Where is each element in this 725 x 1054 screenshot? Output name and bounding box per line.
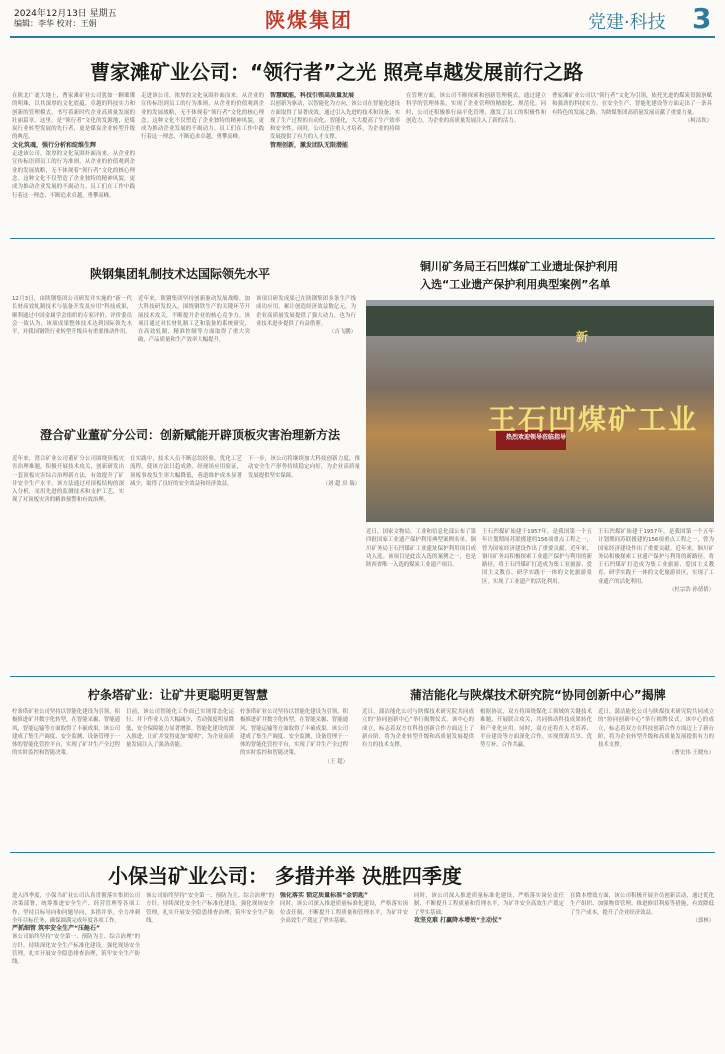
article5-text-1: 柠条塔矿业公司坚持以智能化建设为引领，积极推进矿井数字化转型，在智能采掘、智能通风、智能运输等方面取得了丰硕成果。该公司建成了集生产调度、安全监测、设备管理于一体的智能化管控平台，实现了矿井生产全过程的实时监控和智能决策。 bbox=[12, 709, 120, 757]
article7-text-2b: 该公司始终坚持“安全第一、预防为主、综合治理”的方针，持续深化安全生产标准化建设，强化现场安全管理，扎实开展安全隐患排查治理，筑牢安全生产防线。 bbox=[146, 893, 274, 924]
article3-col2 bbox=[482, 528, 592, 673]
article1-col4 bbox=[406, 92, 546, 234]
article2-col1 bbox=[12, 295, 132, 403]
article2-text-3: 该项目研发成果已在陕钢集团多条生产线成功应用，累计创造经济效益数亿元，为企业高质量发展提供了强大动力，也为行业技术进步提供了有益借鉴。 bbox=[256, 296, 356, 327]
article4-text-2: 在实践中，技术人员不断总结经验，优化工艺流程，使该方法日趋成熟。经现场应用验证，顶板事故发生率大幅降低，巷道维护成本显著减少，取得了良好的安全效益和经济效益。 bbox=[130, 456, 242, 487]
article6-byline: （曹宏伟 王晓东） bbox=[669, 750, 714, 757]
article1-col5 bbox=[552, 92, 712, 234]
article1-col3 bbox=[270, 92, 400, 234]
photo-sign-large: 王石凹煤矿工业 bbox=[488, 403, 699, 436]
page-number: 3 bbox=[692, 2, 712, 35]
section-name: 党建·科技 bbox=[588, 12, 666, 33]
article5-text-2: 目前，该公司智能化工作面已实现常态化运行，井下作业人员大幅减少，劳动强度明显降低，安全保障能力显著增强。智能化建设的深入推进，让矿井变得更加“聪明”，为企业高质量发展注入了强劲动能。 bbox=[126, 709, 234, 749]
article1-subhead-2: 智慧赋能，科技引领高质量发展 bbox=[270, 92, 355, 99]
article3-text-3: 王石凹煤矿始建于1957年，是我国第一个五年计划期间苏联援建的156项重点工程之一，曾为国家经济建设作出了重要贡献。近年来，铜川矿务局积极探索工业遗产保护与利用的新路径，将王石凹煤矿打造成为集工业旅游、爱国主义教育、研学实践于一体的文化旅游景区，实现了工业遗产的活化利用。 bbox=[598, 529, 714, 585]
article3-text-2: 王石凹煤矿始建于1957年，是我国第一个五年计划期间苏联援建的156项重点工程之一，曾为国家经济建设作出了重要贡献。近年来，铜川矿务局积极探索工业遗产保护与利用的新路径，将王石凹煤矿打造成为集工业旅游、爱国主义教育、研学实践于一体的文化旅游景区，实现了工业遗产的活化利用。 bbox=[482, 529, 592, 585]
headline-pujie: 蒲洁能化与陕煤技术研究院“协同创新中心”揭牌 bbox=[410, 688, 666, 702]
divider-2 bbox=[10, 676, 715, 677]
article1-text-4: 在管理方面，该公司不断探索和创新管理模式，通过建立科学的管理体系，实现了企业管理的精细化、规范化。同时，公司还积极推行扁平化管理，激发了员工的积极性和创造力，为企业的高质量发展注入了新的活力。 bbox=[406, 93, 546, 124]
article1-text-2: 走进该公司，浓厚的文化氛围扑面而来。从企业的宣传标语到员工的行为准则，从企业的价值观到企业的发展战略，无不体现着“领行者”文化的核心理念。这种文化不仅塑造了企业独特的精神风貌，更成为推动企业发展的不竭动力。员工们在工作中践行着这一理念，不断追求卓越，勇攀高峰。 bbox=[12, 151, 135, 199]
article5-text-3: 柠条塔矿业公司坚持以智能化建设为引领，积极推进矿井数字化转型，在智能采掘、智能通风、智能运输等方面取得了丰硕成果。该公司建成了集生产调度、安全监测、设备管理于一体的智能化管控平台，实现了矿井生产全过程的实时监控和智能决策。 bbox=[240, 709, 348, 757]
article7-text-3b: 同时，该公司深入推进质量标准化建设，严格落实岗位责任制，不断提升工程质量和管理水平，为矿井安全高效生产奠定了坚实基础。 bbox=[414, 893, 564, 916]
article6-col1 bbox=[362, 708, 474, 848]
headline-ningtiaota: 柠条塔矿业：让矿井更聪明更智慧 bbox=[88, 688, 269, 702]
photo-banner-text: 热烈欢迎领导莅临指导 bbox=[506, 434, 567, 441]
article1-col1 bbox=[12, 92, 135, 234]
article2-col3 bbox=[256, 295, 356, 403]
article7-subhead-1: 严抓细管 筑牢安全生产“压舱石” bbox=[12, 925, 100, 933]
article3-byline: （杜宗浩 孙倩倩） bbox=[669, 587, 714, 594]
headline-shaangang: 陕钢集团轧制技术达国际领先水平 bbox=[90, 267, 271, 281]
article4-byline: （刘 超 房 瑞） bbox=[322, 480, 360, 487]
article4-text-3: 下一步，该公司将继续加大科技创新力度，推动安全生产形势持续稳定向好，为企业高质量发展提供坚实保障。 bbox=[248, 456, 360, 479]
divider-1 bbox=[10, 238, 715, 239]
header-rule bbox=[10, 36, 715, 38]
photo-sign-small: 新 bbox=[576, 330, 589, 344]
article5-col1 bbox=[12, 708, 120, 848]
article6-text-2: 根据协议，双方将围绕煤化工领域的关键技术难题，开展联合攻关，共同推动科技成果转化和产业化应用。同时，双方还将在人才培养、平台建设等方面深化合作，实现资源共享、优势互补、合作共赢。 bbox=[480, 709, 592, 749]
article6-text-3: 近日，蒲洁能化公司与陕煤技术研究院共同成立的“协同创新中心”举行揭牌仪式。该中心的成立，标志着双方在科技创新合作方面迈上了新台阶，将为企业转型升级和高质量发展提供有力的技术支撑。 bbox=[598, 709, 714, 749]
article7-col1 bbox=[12, 892, 140, 1050]
date-line: 2024年12月13日 星期五 bbox=[14, 9, 117, 19]
article1-text-1: 在陕北广袤大地上，曹家滩矿业公司犹如一颗璀璨的明珠，以其深厚的文化底蕴、卓越的科技实力和创新的管理模式，书写着新时代企业高质量发展的壮丽篇章。这里，是“领行者”文化的发源地，是煤炭行业转型发展的先行者，更是煤炭企业转型升级的典范。 bbox=[12, 93, 135, 141]
article6-text-1: 近日，蒲洁能化公司与陕煤技术研究院共同成立的“协同创新中心”举行揭牌仪式。该中心的成立，标志着双方在科技创新合作方面迈上了新台阶，将为企业转型升级和高质量发展提供有力的技术支撑。 bbox=[362, 709, 474, 749]
article7-text-4: 在降本增效方面，该公司积极开展全员创新活动，通过优化生产组织、加强物资管理、推进修旧利废等措施，有效降低了生产成本，提升了企业经济效益。 bbox=[570, 893, 714, 916]
headline-tongchuan-1: 铜川矿务局王石凹煤矿工业遗址保护利用 bbox=[420, 260, 618, 273]
divider-3 bbox=[10, 852, 715, 853]
article5-col3 bbox=[240, 708, 348, 848]
article6-col3 bbox=[598, 708, 714, 848]
article1-text-3: 以创新为驱动，以智能化为方向，该公司在智能化建设方面取得了显著成效。通过引入先进的技术和设备，实现了生产过程的自动化、智能化，大大提高了生产效率和安全性。同时，公司还注重人才培养，为企业的持续发展提供了有力的人才支撑。 bbox=[270, 101, 400, 141]
newspaper-logo: 陕煤集团 bbox=[265, 8, 353, 32]
article1-byline: （柯洁坎） bbox=[685, 117, 712, 124]
article4-text-1: 近年来，澄合矿业公司董矿分公司围绕顶板灾害治理难题，积极开展技术攻关，创新研发出一套顶板灾害综合治理新方法，有效提升了矿井安全生产水平。该方法通过对顶板结构的深入分析，采用先进的监测技术和支护工艺，实现了对顶板灾害的精准预警和有效治理。 bbox=[12, 456, 124, 504]
article2-col2 bbox=[138, 295, 250, 403]
article7-subhead-2: 强化落实 锁定质量标准“金钥匙” bbox=[280, 892, 368, 899]
article7-col2 bbox=[146, 892, 274, 1050]
article1-col2 bbox=[141, 92, 264, 234]
article2-byline: （吉飞鹏） bbox=[329, 329, 356, 336]
masthead bbox=[0, 0, 725, 40]
headline-chenghe: 澄合矿业董矿分公司：创新赋能开辟顶板灾害治理新方法 bbox=[40, 428, 341, 442]
article1-text-2b: 走进该公司，浓厚的文化氛围扑面而来。从企业的宣传标语到员工的行为准则，从企业的价值观到企业的发展战略，无不体现着“领行者”文化的核心理念。这种文化不仅塑造了企业独特的精神风貌，更成为推动企业发展的不竭动力。员工们在工作中践行着这一理念，不断追求卓越，勇攀高峰。 bbox=[141, 93, 264, 141]
article3-col1 bbox=[366, 528, 476, 673]
article6-col2 bbox=[480, 708, 592, 848]
headline-xiaobaodang: 小保当矿业公司： 多措并举 决胜四季度 bbox=[108, 864, 462, 888]
editor-line: 编辑：李华 校对：王娟 bbox=[14, 19, 97, 28]
article1-subhead-1: 文化筑魂，强行分析和绽维生辉 bbox=[12, 141, 97, 149]
article7-subhead-3: 攻坚克难 打赢降本增效“主动仗” bbox=[414, 916, 502, 924]
article7-text-2: 该公司始终坚持“安全第一、预防为主、综合治理”的方针，持续深化安全生产标准化建设，强化现场安全管理，扎实开展安全隐患排查治理，筑牢安全生产防线。 bbox=[12, 934, 140, 966]
article2-text-2: 近年来，陕钢集团坚持创新驱动发展战略，加大科技研发投入，围绕钢铁生产的关键环节开展技术攻关，不断提升企业的核心竞争力。该项目通过对长材轧制工艺和装备的系统研究，在高效轧制、精准控制等方面取得了重大突破，产品质量和生产效率大幅提升。 bbox=[138, 296, 250, 344]
article7-byline: （郭林） bbox=[692, 917, 714, 924]
article7-text-3: 同时，该公司深入推进质量标准化建设，严格落实岗位责任制，不断提升工程质量和管理水平，为矿井安全高效生产奠定了坚实基础。 bbox=[280, 901, 408, 924]
headline-tongchuan-2: 入选“工业遗产保护利用典型案例”名单 bbox=[420, 278, 611, 291]
article5-byline: （王 超） bbox=[324, 758, 348, 765]
article1-text-5: 曹家滩矿业公司以“领行者”文化为引领，依托先进的煤炭资源禀赋和强劲的科技实力，在安全生产、智能化建设等方面走出了一条具有特色的发展之路，为陕煤集团高质量发展贡献了重要力量。 bbox=[552, 93, 712, 116]
article7-col3 bbox=[280, 892, 408, 1050]
article5-col2 bbox=[126, 708, 234, 848]
article7-col4 bbox=[414, 892, 564, 1050]
article4-col2 bbox=[130, 455, 242, 671]
photo-wangshiao-mine bbox=[366, 300, 714, 522]
article7-text-1: 进入四季度，小保当矿业公司认真贯彻落实集团公司决策部署，统筹推进安全生产、经营管理等各项工作，坚持目标导向和问题导向，多措并举，全力冲刺全年目标任务，确保圆满完成年度各项工作。 bbox=[12, 893, 140, 924]
article1-subhead-3: 管理创新，激发团队无限潜能 bbox=[270, 141, 349, 149]
article2-text-1: 12月3日，由陕钢集团公司研发并实施的“新一代长材高效轧制技术与装备开发及应用”科技成果，顺利通过中国金属学会组织的专家评价。评价委员会一致认为，该项成果整体技术达到国际领先水平，对我国钢铁行业转型升级具有重要推动作用。 bbox=[12, 296, 132, 336]
article4-col3 bbox=[248, 455, 360, 671]
article3-text-1: 近日，国家文物局、工业和信息化部公布了第四批国家工业遗产保护利用典型案例名单，铜川矿务局王石凹煤矿工业遗址保护利用项目成功入选。该项目是此次入选的案例之一，也是陕西省唯一入选的煤炭工业遗产项目。 bbox=[366, 529, 476, 569]
article7-col5 bbox=[570, 892, 714, 1050]
headline-caojiatan: 曹家滩矿业公司：“领行者”之光 照亮卓越发展前行之路 bbox=[90, 60, 584, 84]
article3-col3 bbox=[598, 528, 714, 673]
article4-col1 bbox=[12, 455, 124, 671]
